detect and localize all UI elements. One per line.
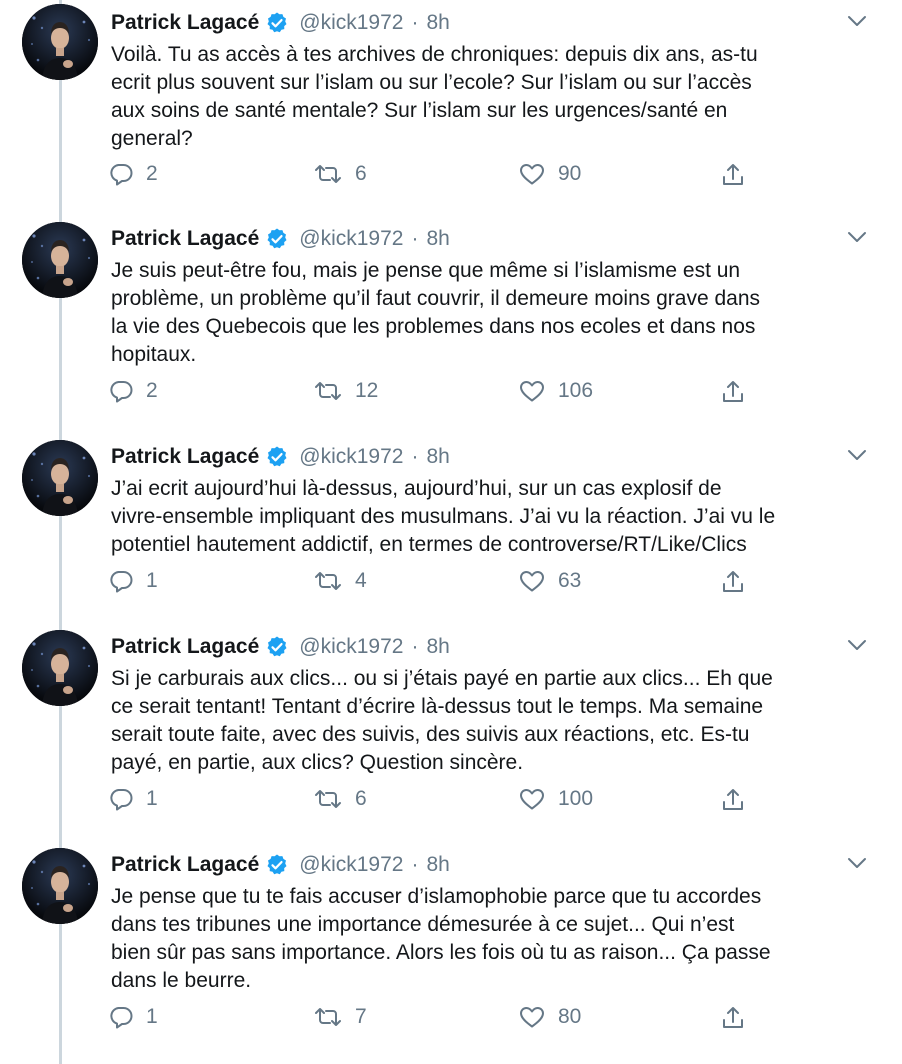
reply-icon [108, 787, 134, 811]
like-count: 100 [558, 787, 594, 810]
retweet-count: 12 [355, 379, 379, 402]
like-button[interactable] [518, 379, 593, 403]
heart-icon [518, 1005, 546, 1029]
retweet-button[interactable] [313, 1005, 367, 1029]
like-count: 106 [558, 379, 594, 402]
tweet-actions [0, 379, 902, 413]
author-handle[interactable]: @kick1972 [299, 11, 404, 34]
tweet-text: Voilà. Tu as accès à tes archives de chroniques: depuis dix ans, as-tu ecrit plus souvent sur l’islam ou sur l’ecole? Sur l’islam ou sur l’accès aux soins de santé mentale? Sur l’islam sur les urgences/santé en general? [111, 43, 758, 150]
heart-icon [518, 162, 546, 186]
retweet-count: 7 [355, 1005, 367, 1028]
reply-icon [108, 569, 134, 593]
like-count: 80 [558, 1005, 582, 1028]
tweet-text: Si je carburais aux clics... ou si j’étais payé en partie aux clics... Eh que ce serait tentant! Tentant d’écrire là-dessus tout le temps. Ma semaine serait toute faite, avec des suivis, des suivis aux réactions, etc. Es-tu payé, en partie, aux clics? Question sincère. [111, 667, 773, 774]
chevron-down-icon[interactable] [844, 634, 870, 656]
verified-badge-icon [265, 445, 289, 469]
separator: · [411, 227, 419, 250]
reply-icon [108, 1005, 134, 1029]
heart-icon [518, 569, 546, 593]
tweet-actions [0, 1005, 902, 1039]
share-icon [720, 1005, 746, 1031]
avatar[interactable] [22, 4, 98, 80]
tweet-actions [0, 787, 902, 821]
reply-button[interactable] [108, 379, 158, 403]
author-name[interactable]: Patrick Lagacé [111, 853, 260, 876]
avatar[interactable] [22, 222, 98, 298]
reply-button[interactable] [108, 1005, 158, 1029]
author-handle[interactable]: @kick1972 [299, 445, 404, 468]
like-button[interactable] [518, 787, 593, 811]
share-icon [720, 162, 746, 188]
share-button[interactable] [720, 162, 746, 188]
share-button[interactable] [720, 1005, 746, 1031]
retweet-icon [313, 162, 343, 186]
avatar[interactable] [22, 848, 98, 924]
retweet-icon [313, 1005, 343, 1029]
reply-button[interactable] [108, 162, 158, 186]
reply-icon [108, 379, 134, 403]
chevron-down-icon[interactable] [844, 226, 870, 248]
author-handle[interactable]: @kick1972 [299, 227, 404, 250]
like-button[interactable] [518, 162, 581, 186]
reply-count: 1 [146, 1005, 158, 1028]
chevron-down-icon[interactable] [844, 852, 870, 874]
retweet-icon [313, 379, 343, 403]
tweet-text: Je suis peut-être fou, mais je pense que même si l’islamisme est un problème, un problème qu’il faut couvrir, il demeure moins grave dans la vie des Quebecois que les problemes dans nos ecoles et dans nos hopitaux. [111, 259, 761, 366]
heart-icon [518, 379, 546, 403]
retweet-icon [313, 569, 343, 593]
separator: · [411, 635, 419, 658]
like-count: 63 [558, 569, 582, 592]
tweet-header [111, 5, 450, 41]
timestamp[interactable]: 8h [426, 853, 450, 876]
timestamp[interactable]: 8h [426, 445, 450, 468]
share-button[interactable] [720, 787, 746, 813]
timestamp[interactable]: 8h [426, 227, 450, 250]
tweet-header [111, 439, 450, 475]
chevron-down-icon[interactable] [844, 10, 870, 32]
author-name[interactable]: Patrick Lagacé [111, 445, 260, 468]
retweet-button[interactable] [313, 379, 378, 403]
avatar[interactable] [22, 630, 98, 706]
author-handle[interactable]: @kick1972 [299, 853, 404, 876]
separator: · [411, 11, 419, 34]
separator: · [411, 445, 419, 468]
reply-count: 1 [146, 569, 158, 592]
share-button[interactable] [720, 569, 746, 595]
tweet-header [111, 847, 450, 883]
author-handle[interactable]: @kick1972 [299, 635, 404, 658]
tweet-header [111, 221, 450, 257]
tweet-actions [0, 569, 902, 603]
share-icon [720, 379, 746, 405]
retweet-count: 6 [355, 162, 367, 185]
verified-badge-icon [265, 11, 289, 35]
verified-badge-icon [265, 635, 289, 659]
tweet-header [111, 629, 450, 665]
chevron-down-icon[interactable] [844, 444, 870, 466]
reply-count: 1 [146, 787, 158, 810]
reply-button[interactable] [108, 787, 158, 811]
verified-badge-icon [265, 853, 289, 877]
retweet-button[interactable] [313, 162, 367, 186]
reply-button[interactable] [108, 569, 158, 593]
heart-icon [518, 787, 546, 811]
share-icon [720, 569, 746, 595]
timestamp[interactable]: 8h [426, 11, 450, 34]
like-button[interactable] [518, 1005, 581, 1029]
tweet-text: J’ai ecrit aujourd’hui là-dessus, aujourd’hui, sur un cas explosif de vivre-ensemble impliquant des musulmans. J’ai vu la réaction. J’ai vu le potentiel hautement addictif, en termes de controverse/RT/Like/Clics [111, 477, 776, 556]
author-name[interactable]: Patrick Lagacé [111, 635, 260, 658]
separator: · [411, 853, 419, 876]
retweet-count: 6 [355, 787, 367, 810]
reply-count: 2 [146, 162, 158, 185]
tweet-actions [0, 162, 902, 196]
retweet-icon [313, 787, 343, 811]
like-count: 90 [558, 162, 582, 185]
reply-icon [108, 162, 134, 186]
verified-badge-icon [265, 227, 289, 251]
share-icon [720, 787, 746, 813]
like-button[interactable] [518, 569, 581, 593]
author-name[interactable]: Patrick Lagacé [111, 11, 260, 34]
share-button[interactable] [720, 379, 746, 405]
retweet-button[interactable] [313, 569, 367, 593]
author-name[interactable]: Patrick Lagacé [111, 227, 260, 250]
reply-count: 2 [146, 379, 158, 402]
avatar[interactable] [22, 440, 98, 516]
retweet-button[interactable] [313, 787, 367, 811]
timestamp[interactable]: 8h [426, 635, 450, 658]
tweet-text: Je pense que tu te fais accuser d’islamophobie parce que tu accordes dans tes tribunes une importance démesurée à ce sujet... Qui n’est bien sûr pas sans importance. Alors les fois où tu as raison... Ça passe dans le beurre. [111, 885, 771, 992]
retweet-count: 4 [355, 569, 367, 592]
